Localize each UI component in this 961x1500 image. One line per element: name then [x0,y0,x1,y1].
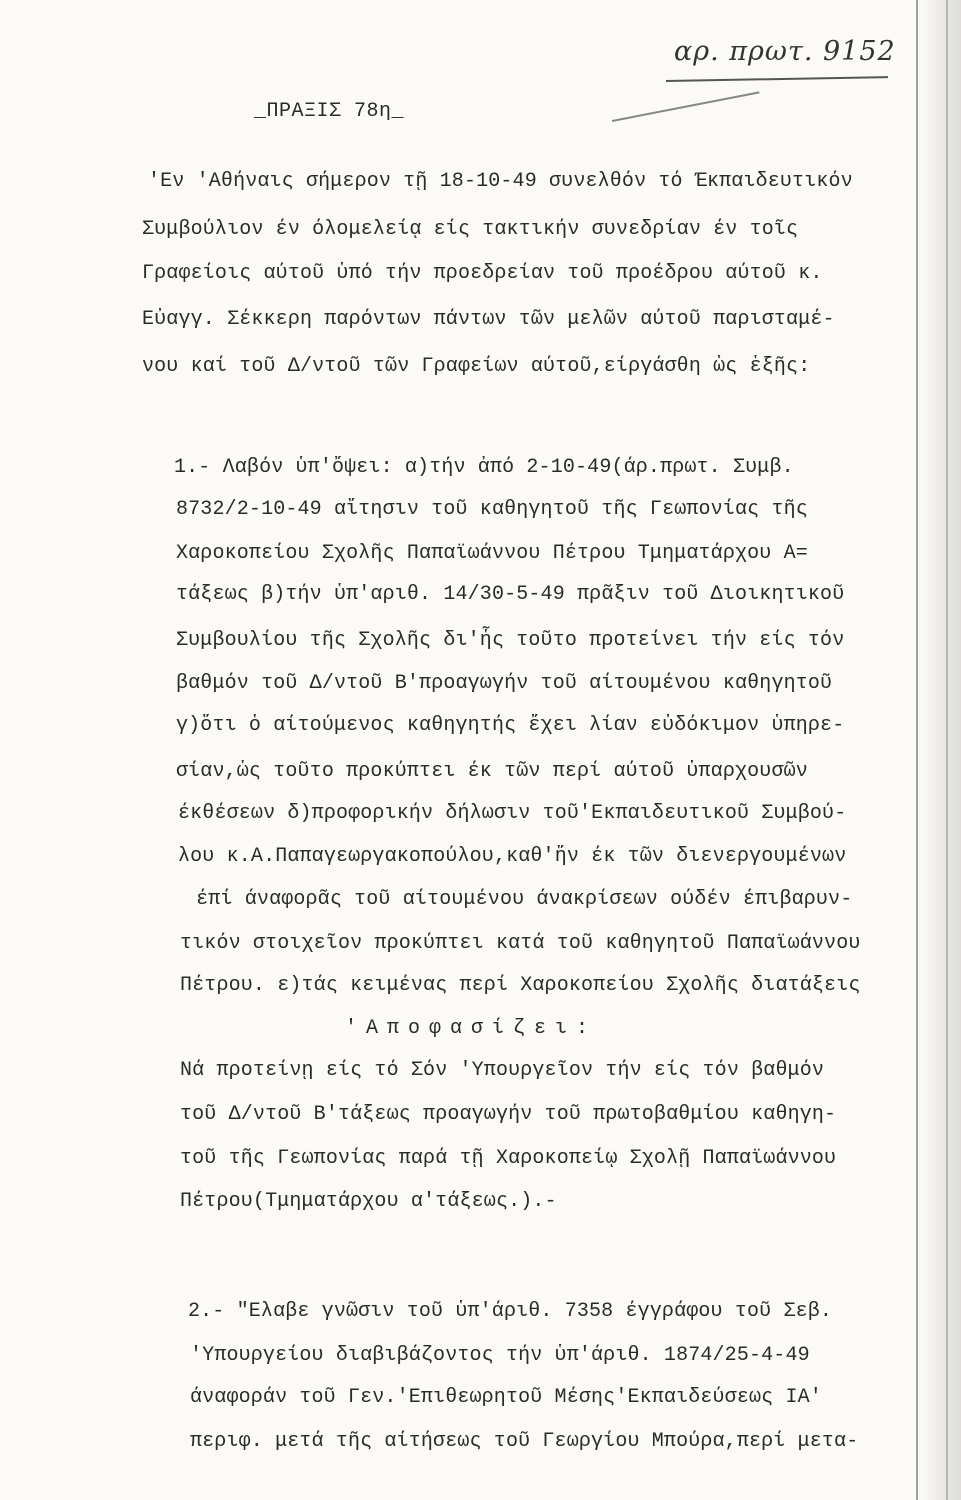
text-line: έκθέσεων δ)προφορικήν δήλωσιν τοῦ'Εκπαιδευτικοῦ Συμβού- [178,802,847,825]
text-line: Νά προτείνῃ είς τό Σόν 'Υπουργεῖον τήν είς τόν βαθμόν [180,1059,825,1082]
text-line: τοῦ τῆς Γεωπονίας παρά τῇ Χαροκοπείῳ Σχολῇ Παπαϊωάννου [180,1147,837,1170]
text-line: 'Υπουργείου διαβιβάζοντος τήν ὑπ'άριθ. 1874/25-4-49 [190,1344,810,1367]
text-line: τοῦ Δ/ντοῦ Β'τάξεως προαγωγήν τοῦ πρωτοβαθμίου καθηγη- [180,1103,837,1126]
handwritten-reference-text: αρ. πρωτ. 9152 [674,36,896,67]
page-edge-line [946,0,948,1500]
text-line: Πέτρου. ε)τάς κειμένας περί Χαροκοπείου Σχολῆς διατάξεις [180,974,861,997]
text-line: Εὐαγγ. Σέκκερη παρόντων πάντων τῶν μελῶν αύτοῦ παρισταμέ- [142,308,835,331]
page-edge-shadow [921,0,961,1500]
resolution-heading: 'Αποφασίζει: [345,1017,598,1040]
text-line: 8732/2-10-49 αἴτησιν τοῦ καθηγητοῦ τῆς Γεωπονίας τῆς [176,498,808,521]
text-line: Πέτρου(Τμηματάρχου α'τάξεως.).- [180,1190,557,1213]
page-edge-line [916,0,918,1500]
handwritten-stroke [612,91,760,121]
text-line: 2.- "Ελαβε γνῶσιν τοῦ ὑπ'άριθ. 7358 έγγράφου τοῦ Σεβ. [188,1300,833,1323]
text-line: Συμβούλιον έν όλομελείᾳ είς τακτικήν συνεδρίαν έν τοῖς [142,218,799,241]
text-line: βαθμόν τοῦ Δ/ντοῦ Β'προαγωγήν τοῦ αίτουμένου καθηγητοῦ [176,672,833,695]
document-title: _ΠΡΑΞΙΣ 78η_ [254,100,405,123]
text-line: τικόν στοιχεῖον προκύπτει κατά τοῦ καθηγητοῦ Παπαϊωάννου [180,932,861,955]
text-line: τάξεως β)τήν ὑπ'αριθ. 14/30-5-49 πρᾶξιν τοῦ Διοικητικοῦ [176,583,845,606]
text-line: γ)ὅτι ὁ αίτούμενος καθηγητής ἔχει λίαν εὐδόκιμον ὑπηρε- [176,714,845,737]
text-line: 'Εν 'Αθήναις σήμερον τῇ 18-10-49 συνελθόν τό Έκπαιδευτικόν [148,170,853,193]
text-line: 1.- Λαβόν ὑπ'ὄψει: α)τήν ἀπό 2-10-49(άρ.πρωτ. Συμβ. [174,456,794,479]
text-line: Γραφείοις αύτοῦ ὑπό τήν προεδρείαν τοῦ προέδρου αύτοῦ κ. [142,262,823,285]
text-line: λου κ.Α.Παπαγεωργακοπούλου,καθ'ἥν έκ τῶν διενεργουμένων [178,845,847,868]
text-line: Χαροκοπείου Σχολῆς Παπαϊωάννου Πέτρου Τμηματάρχου Α= [176,542,808,565]
text-line: έπί άναφορᾶς τοῦ αίτουμένου άνακρίσεων ούδέν έπιβαρυν- [184,888,853,911]
handwritten-reference [662,22,912,82]
text-line: άναφοράν τοῦ Γεν.'Επιθεωρητοῦ Μέσης'Εκπαιδεύσεως ΙΑ' [190,1386,822,1409]
text-line: σίαν,ὡς τοῦτο προκύπτει έκ τῶν περί αύτοῦ ὑπαρχουσῶν [176,760,808,783]
text-line: περιφ. μετά τῆς αίτήσεως τοῦ Γεωργίου Μπούρα,περί μετα- [190,1430,859,1453]
text-line: νου καί τοῦ Δ/ντοῦ τῶν Γραφείων αύτοῦ,είργάσθη ὡς ἑξῆς: [142,355,811,378]
text-line: Συμβουλίου τῆς Σχολῆς δι'ἧς τοῦτο προτείνει τήν είς τόν [176,629,845,652]
